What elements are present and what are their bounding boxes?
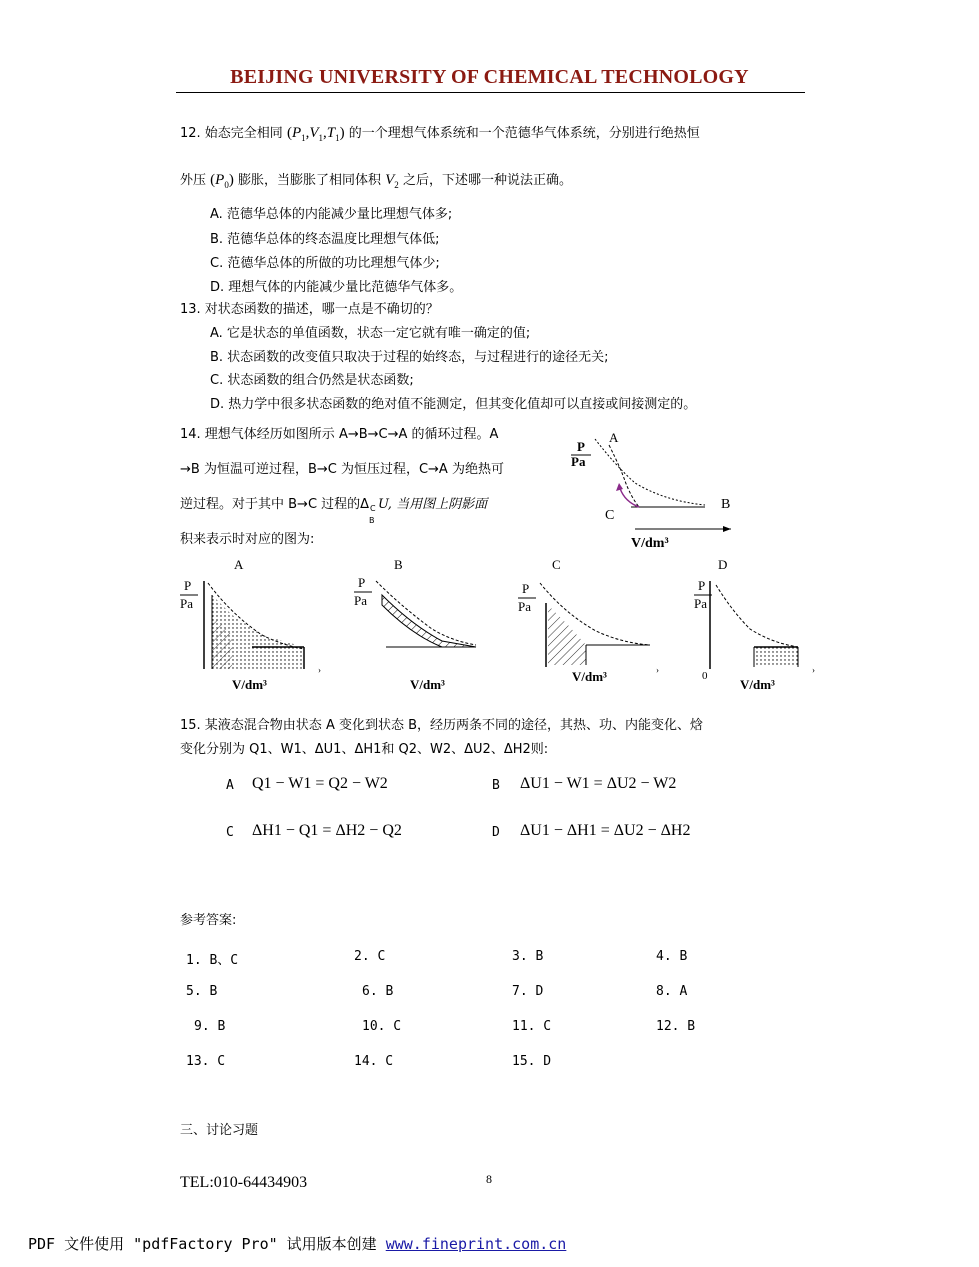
choice-c-y-num: P	[522, 581, 530, 596]
q13-option-c: C. 状态函数的组合仍然是状态函数;	[210, 373, 414, 388]
q12-line1	[180, 125, 700, 146]
answer-1: 1. B、C	[186, 953, 239, 968]
q14-sup-c: C	[370, 504, 376, 513]
q13-option-d: D. 热力学中很多状态函数的绝对值不能测定，但其变化值却可以直接或间接测定的。	[210, 397, 697, 412]
section3-title: 三、讨论习题	[180, 1123, 259, 1138]
main-arrow-head	[616, 483, 623, 491]
main-y-num: P	[577, 439, 585, 454]
choice-d-y-den: Pa	[694, 596, 707, 611]
q15-line1: 15. 某液态混合物由状态 A 变化到状态 B，经历两条不同的途径，其热、功、内能变化、焓	[180, 718, 704, 733]
choice-b-y-den: Pa	[354, 593, 367, 608]
answer-15: 15. D	[512, 1054, 552, 1069]
choice-b-x-label: V/dm³	[410, 677, 445, 692]
choice-d-diagram	[694, 557, 815, 692]
q14-text-a: 逆过程。对于其中 B→C 过程的Δ	[180, 497, 370, 512]
choice-c-x-label: V/dm³	[572, 669, 607, 684]
q14-sub-b: B	[369, 516, 375, 525]
answer-12: 12. B	[656, 1019, 696, 1034]
answer-5: 5. B	[186, 984, 218, 999]
choice-a-diagram	[180, 557, 321, 692]
choice-a-y-den: Pa	[180, 596, 193, 611]
q13-option-a: A. 它是状态的单值函数，状态一定它就有唯一确定的值;	[210, 326, 531, 341]
choice-d-y-num: P	[698, 578, 706, 593]
main-x-label: V/dm³	[631, 536, 669, 551]
pdf-watermark-link[interactable]: www.fineprint.com.cn	[385, 1235, 567, 1253]
answer-13: 13. C	[186, 1054, 226, 1069]
svg-text:›: ›	[656, 665, 659, 675]
main-point-c: C	[605, 508, 615, 523]
pdf-watermark-line	[28, 1233, 566, 1254]
q12-option-c: C. 范德华总体的所做的功比理想气体少;	[210, 256, 440, 271]
answer-7: 7. D	[512, 984, 544, 999]
choice-d-x-label: V/dm³	[740, 677, 775, 692]
q12-line2	[180, 172, 572, 193]
choice-a-label: A	[234, 557, 244, 572]
q12-math-p0: $(P_0)$	[210, 172, 234, 190]
choice-d-label: D	[718, 557, 728, 572]
q14-line4: 积来表示时对应的图为:	[180, 532, 315, 547]
choice-b-y-num: P	[358, 575, 366, 590]
q15-option-a-letter: A	[226, 778, 234, 793]
q15-option-a-formula: Q1 − W1 = Q2 − W2	[252, 775, 388, 792]
q13-option-b: B. 状态函数的改变值只取决于过程的始终态，与过程进行的途径无关;	[210, 350, 609, 365]
q14-main-pv-diagram	[565, 425, 745, 555]
choice-d-origin: 0	[702, 670, 708, 682]
choice-a-y-num: P	[184, 578, 192, 593]
q12-text-a: 12. 始态完全相同	[180, 126, 283, 141]
answer-11: 11. C	[512, 1019, 552, 1034]
pdf-watermark-text: PDF 文件使用 "pdfFactory Pro" 试用版本创建	[28, 1235, 386, 1253]
q14-line3	[180, 497, 488, 525]
choice-b-label: B	[394, 557, 403, 572]
university-header: BEIJING UNIVERSITY OF CHEMICAL TECHNOLOGY	[230, 66, 749, 88]
footer-tel: TEL:010-64434903	[180, 1174, 308, 1191]
q15-option-b-formula: ΔU1 − W1 = ΔU2 − W2	[520, 775, 677, 792]
q15-option-b-letter: B	[492, 778, 500, 793]
answer-2: 2. C	[354, 949, 386, 964]
answer-9: 9. B	[194, 1019, 226, 1034]
q12-text-c: 外压	[180, 173, 207, 188]
main-point-b: B	[721, 497, 731, 512]
q15-option-c-formula: ΔH1 − Q1 = ΔH2 − Q2	[252, 822, 402, 839]
main-y-den: Pa	[571, 454, 586, 469]
main-isotherm-curve	[595, 439, 705, 505]
q12-option-a: A. 范德华总体的内能减少量比理想气体多;	[210, 207, 453, 222]
choice-c-y-den: Pa	[518, 599, 531, 614]
q12-text-e: 之后，下述哪一种说法正确。	[402, 173, 572, 188]
q12-math-initial-state: $(P_1,V_1,T_1)$	[286, 125, 345, 143]
choice-c-diagram	[518, 557, 659, 684]
q14-line2: →B 为恒温可逆过程，B→C 为恒压过程，C→A 为绝热可	[180, 462, 504, 477]
q12-text-d: 膨胀，当膨胀了相同体积	[237, 173, 381, 188]
q14-choice-diagrams	[172, 555, 828, 695]
choice-a-x-label: V/dm³	[232, 677, 267, 692]
q14-text-b: U, 当用图上阴影面	[378, 497, 488, 512]
answer-8: 8. A	[656, 984, 688, 999]
q12-text-b: 的一个理想气体系统和一个范德华气体系统，分别进行绝热恒	[348, 126, 700, 141]
svg-text:›: ›	[812, 665, 815, 675]
page-number: 8	[486, 1172, 492, 1186]
answer-14: 14. C	[354, 1054, 394, 1069]
svg-text:›: ›	[318, 665, 321, 675]
q14-line1: 14. 理想气体经历如图所示 A→B→C→A 的循环过程。A	[180, 427, 499, 442]
answer-10: 10. C	[362, 1019, 402, 1034]
main-point-a: A	[609, 430, 619, 445]
q15-line2: 变化分别为 Q1、W1、ΔU1、ΔH1和 Q2、W2、ΔU2、ΔH2则:	[180, 742, 549, 757]
q12-option-d: D. 理想气体的内能减少量比范德华气体多。	[210, 280, 463, 295]
q12-option-b: B. 范德华总体的终态温度比理想气体低;	[210, 232, 440, 247]
answer-6: 6. B	[362, 984, 394, 999]
choice-b-diagram	[354, 557, 476, 692]
q15-option-d-formula: ΔU1 − ΔH1 = ΔU2 − ΔH2	[520, 822, 691, 839]
answers-title: 参考答案:	[180, 913, 237, 928]
q15-option-d-letter: D	[492, 825, 500, 840]
q12-math-v2: $V_2$	[385, 172, 399, 190]
q13-stem: 13. 对状态函数的描述，哪一点是不确切的？	[180, 302, 439, 317]
main-adiabat-curve	[609, 445, 639, 507]
answer-4: 4. B	[656, 949, 688, 964]
q15-option-c-letter: C	[226, 825, 234, 840]
header-rule	[176, 92, 805, 93]
choice-c-label: C	[552, 557, 561, 572]
answer-3: 3. B	[512, 949, 544, 964]
